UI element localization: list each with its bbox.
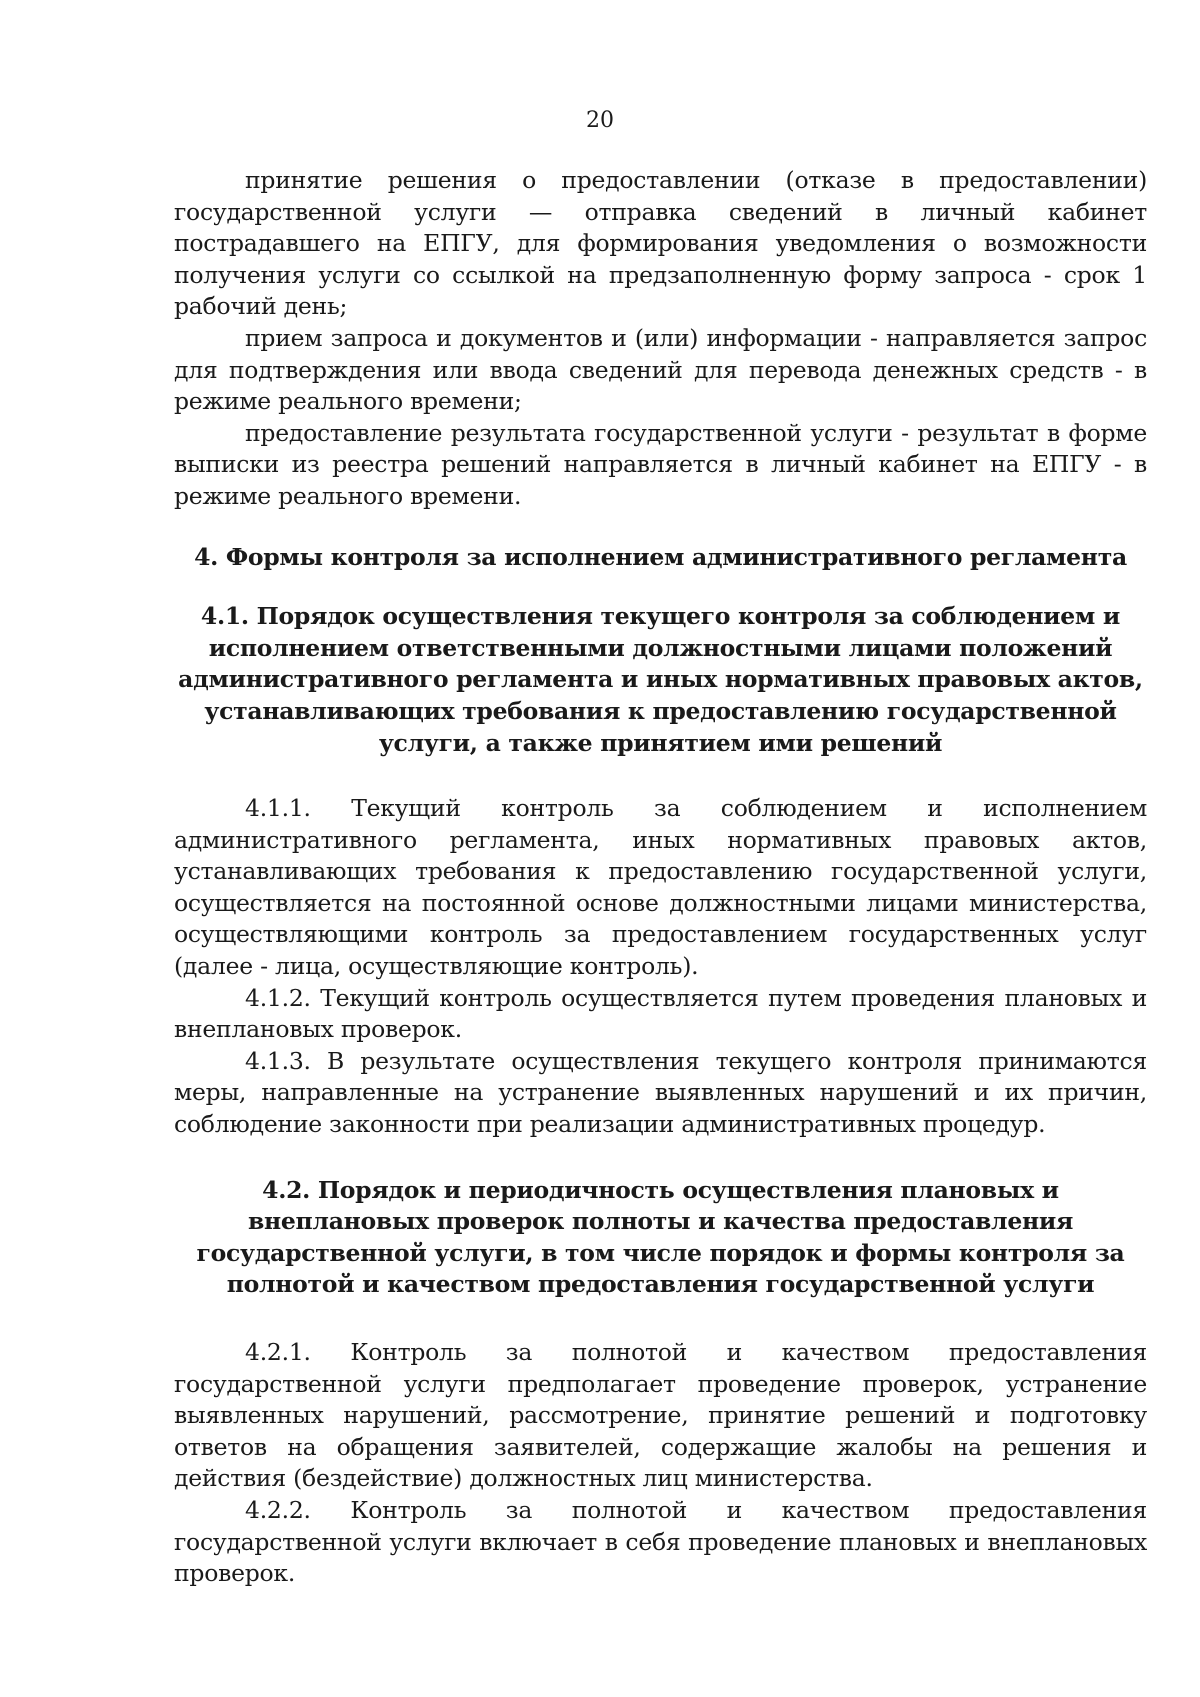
section-4-2-heading: 4.2. Порядок и периодичность осуществления плановых и внеплановых проверок полноты и качества предоставления государственной услуги, в том числе порядок и формы контроля за полнотой и качеством предоставления государственной услуги — [196, 1175, 1125, 1299]
intro-paragraph: предоставление результата государственной услуги - результат в форме выписки из реестра решений направляется в личный кабинет на ЕПГУ - в режиме реального времени. — [174, 418, 1147, 510]
document-body — [174, 165, 1147, 1590]
clause-4-1-3: 4.1.3. В результате осуществления текущего контроля принимаются меры, направленные на устранение выявленных нарушений и их причин, соблюдение законности при реализации административных процедур. — [174, 1046, 1147, 1139]
clause-4-1-1: 4.1.1. Текущий контроль за соблюдением и исполнением административного регламента, иных нормативных правовых актов, устанавливающих требования к предоставлению государственной услуги, осуществляется на постоянной основе должностными лицами министерства, осуществляющими контроль за предоставлением государственных услуг (далее - лица, осуществляющие контроль). — [174, 794, 1147, 981]
intro-paragraph: прием запроса и документов и (или) информации - направляется запрос для подтверждения или ввода сведений для перевода денежных средств - в режиме реального времени; — [174, 323, 1147, 416]
intro-paragraph: принятие решения о предоставлении (отказе в предоставлении) государственной услуги — отправка сведений в личный кабинет пострадавшего на ЕПГУ, для формирования уведомления о возможности получения услуги со ссылкой на предзаполненную форму запроса - срок 1 рабочий день; — [174, 166, 1147, 321]
section-4-1-heading: 4.1. Порядок осуществления текущего контроля за соблюдением и исполнением ответственными должностными лицами положений административного регламента и иных нормативных правовых актов, устанавливающих требования к предоставлению государственной услуги, а также принятием ими решений — [178, 602, 1143, 757]
clause-4-1-2: 4.1.2. Текущий контроль осуществляется путем проведения плановых и внеплановых проверок. — [174, 983, 1147, 1044]
clause-4-2-1: 4.2.1. Контроль за полнотой и качеством предоставления государственной услуги предполагает проведение проверок, устранение выявленных нарушений, рассмотрение, принятие решений и подготовку ответов на обращения заявителей, содержащие жалобы на решения и действия (бездействие) должностных лиц министерства. — [174, 1338, 1147, 1493]
page-number: 20 — [586, 108, 614, 133]
section-4-heading: 4. Формы контроля за исполнением административного регламента — [194, 542, 1127, 571]
clause-4-2-2: 4.2.2. Контроль за полнотой и качеством предоставления государственной услуги включает в себя проведение плановых и внеплановых проверок. — [174, 1495, 1147, 1588]
